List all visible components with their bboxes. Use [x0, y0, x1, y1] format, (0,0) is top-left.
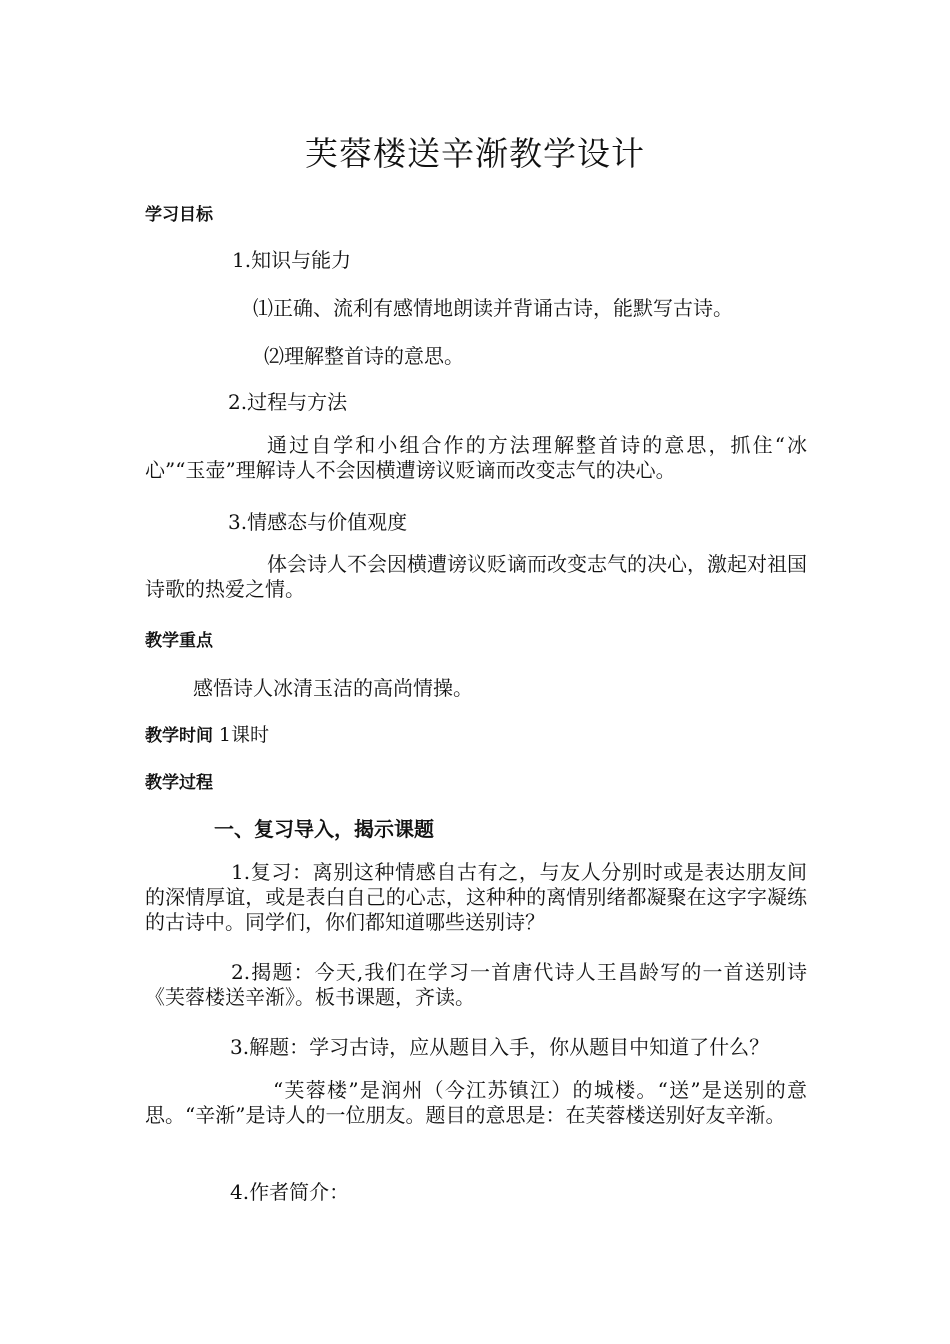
- key-point-body: 感悟诗人冰清玉洁的高尚情操。: [193, 676, 473, 700]
- key-point-heading: 教学重点: [145, 631, 213, 651]
- process-step-3: 3.解题：学习古诗，应从题目入手，你从题目中知道了什么？: [230, 1035, 770, 1059]
- process-step-3-body: “芙蓉楼”是润州（今江苏镇江）的城楼。“送”是送别的意思。“辛渐”是诗人的一位朋友。题目的意思是：在芙蓉楼送别好友辛渐。: [145, 1078, 807, 1127]
- goal-item-2-body: 通过自学和小组合作的方法理解整首诗的意思，抓住“冰心”“玉壶”理解诗人不会因横遭谤议贬谪而改变志气的决心。: [145, 433, 807, 482]
- goal-item-1b: ⑵理解整首诗的意思。: [264, 344, 464, 368]
- process-step-2: 2.揭题：今天,我们在学习一首唐代诗人王昌龄写的一首送别诗《芙蓉楼送辛渐》。板书课题，齐读。: [145, 960, 807, 1009]
- process-step-1: 1.复习：离别这种情感自古有之，与友人分别时或是表达朋友间的深情厚谊，或是表白自己的心志，这种种的离情别绪都凝聚在这字字凝练的古诗中。同学们，你们都知道哪些送别诗？: [145, 860, 807, 934]
- time-value: 1课时: [218, 724, 270, 746]
- process-step-4: 4.作者简介：: [230, 1180, 350, 1204]
- goals-heading: 学习目标: [145, 205, 213, 225]
- time-heading: 教学时间: [145, 726, 213, 746]
- process-heading: 教学过程: [145, 773, 213, 793]
- process-section-1: 一、复习导入，揭示课题: [214, 817, 434, 841]
- goal-item-1: 1.知识与能力: [232, 248, 352, 272]
- goal-item-3-body: 体会诗人不会因横遭谤议贬谪而改变志气的决心，激起对祖国诗歌的热爱之情。: [145, 552, 807, 601]
- time-row: [145, 720, 269, 747]
- goal-item-2: 2.过程与方法: [228, 390, 348, 414]
- goal-item-1a: ⑴正确、流利有感情地朗读并背诵古诗，能默写古诗。: [253, 296, 733, 320]
- goal-item-3: 3.情感态与价值观度: [228, 510, 408, 534]
- document-title: 芙蓉楼送辛渐教学设计: [305, 134, 645, 173]
